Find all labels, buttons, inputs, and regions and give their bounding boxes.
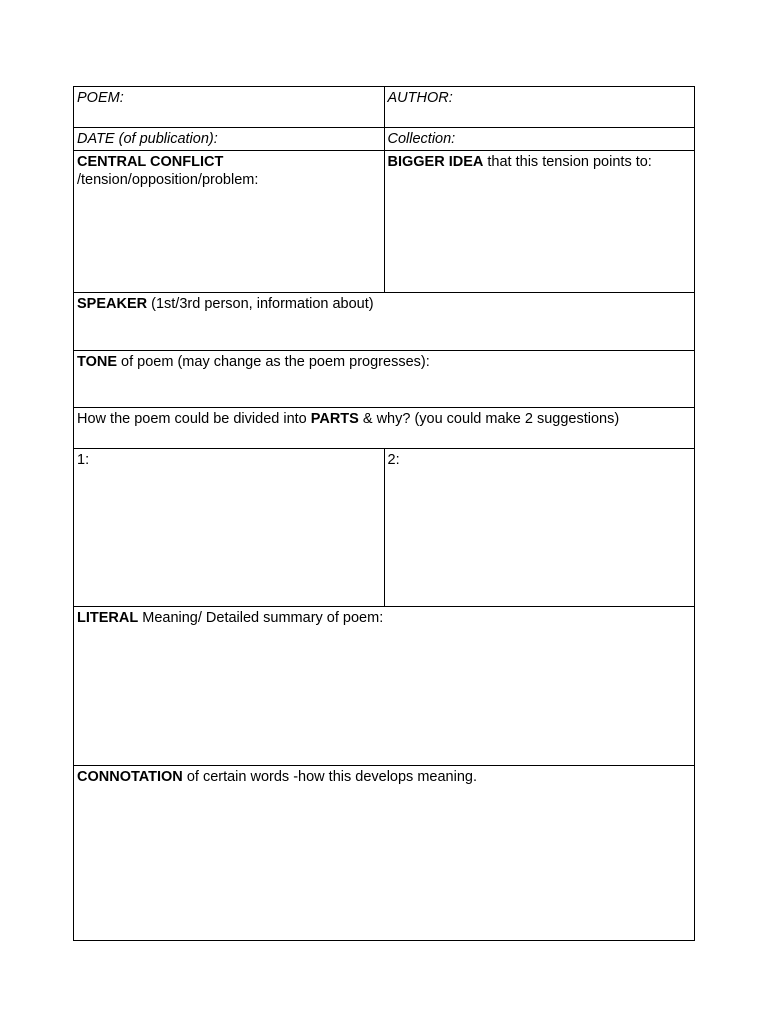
literal-heading: LITERAL — [77, 610, 139, 626]
literal-text: Meaning/ Detailed summary of poem: — [138, 610, 384, 626]
author-label: AUTHOR: — [387, 90, 453, 106]
poem-label: POEM: — [77, 90, 124, 106]
connotation-heading: CONNOTATION — [77, 769, 183, 785]
parts-heading: PARTS — [310, 411, 359, 427]
central-conflict-heading: CENTRAL CONFLICT — [77, 154, 224, 170]
collection-label: Collection: — [387, 131, 456, 147]
bigger-idea-text: that this tension points to: — [483, 154, 652, 170]
speaker-text: (1st/3rd person, information about) — [147, 296, 374, 312]
bigger-idea-cell[interactable] — [384, 151, 695, 293]
part2-cell[interactable] — [384, 449, 695, 607]
tone-text: of poem (may change as the poem progresses): — [117, 354, 430, 370]
speaker-heading: SPEAKER — [77, 296, 148, 312]
date-cell[interactable] — [74, 128, 385, 151]
connotation-cell[interactable] — [74, 766, 695, 941]
tone-cell[interactable] — [74, 351, 695, 408]
part1-label: 1: — [77, 452, 90, 468]
poem-analysis-form — [73, 86, 695, 941]
connotation-text: of certain words -how this develops meaning. — [182, 769, 477, 785]
collection-cell[interactable] — [384, 128, 695, 151]
central-conflict-text: /tension/opposition/problem: — [77, 172, 259, 188]
speaker-cell[interactable] — [74, 293, 695, 351]
parts-cell[interactable] — [74, 408, 695, 449]
poem-cell[interactable] — [74, 87, 385, 128]
author-cell[interactable] — [384, 87, 695, 128]
tone-heading: TONE — [77, 354, 118, 370]
part1-cell[interactable] — [74, 449, 385, 607]
central-conflict-cell[interactable] — [74, 151, 385, 293]
parts-text-after: & why? (you could make 2 suggestions) — [358, 411, 620, 427]
literal-cell[interactable] — [74, 607, 695, 766]
date-label: DATE (of publication): — [77, 131, 218, 147]
part2-label: 2: — [387, 452, 400, 468]
bigger-idea-heading: BIGGER IDEA — [387, 154, 484, 170]
parts-text-before: How the poem could be divided into — [77, 411, 311, 427]
